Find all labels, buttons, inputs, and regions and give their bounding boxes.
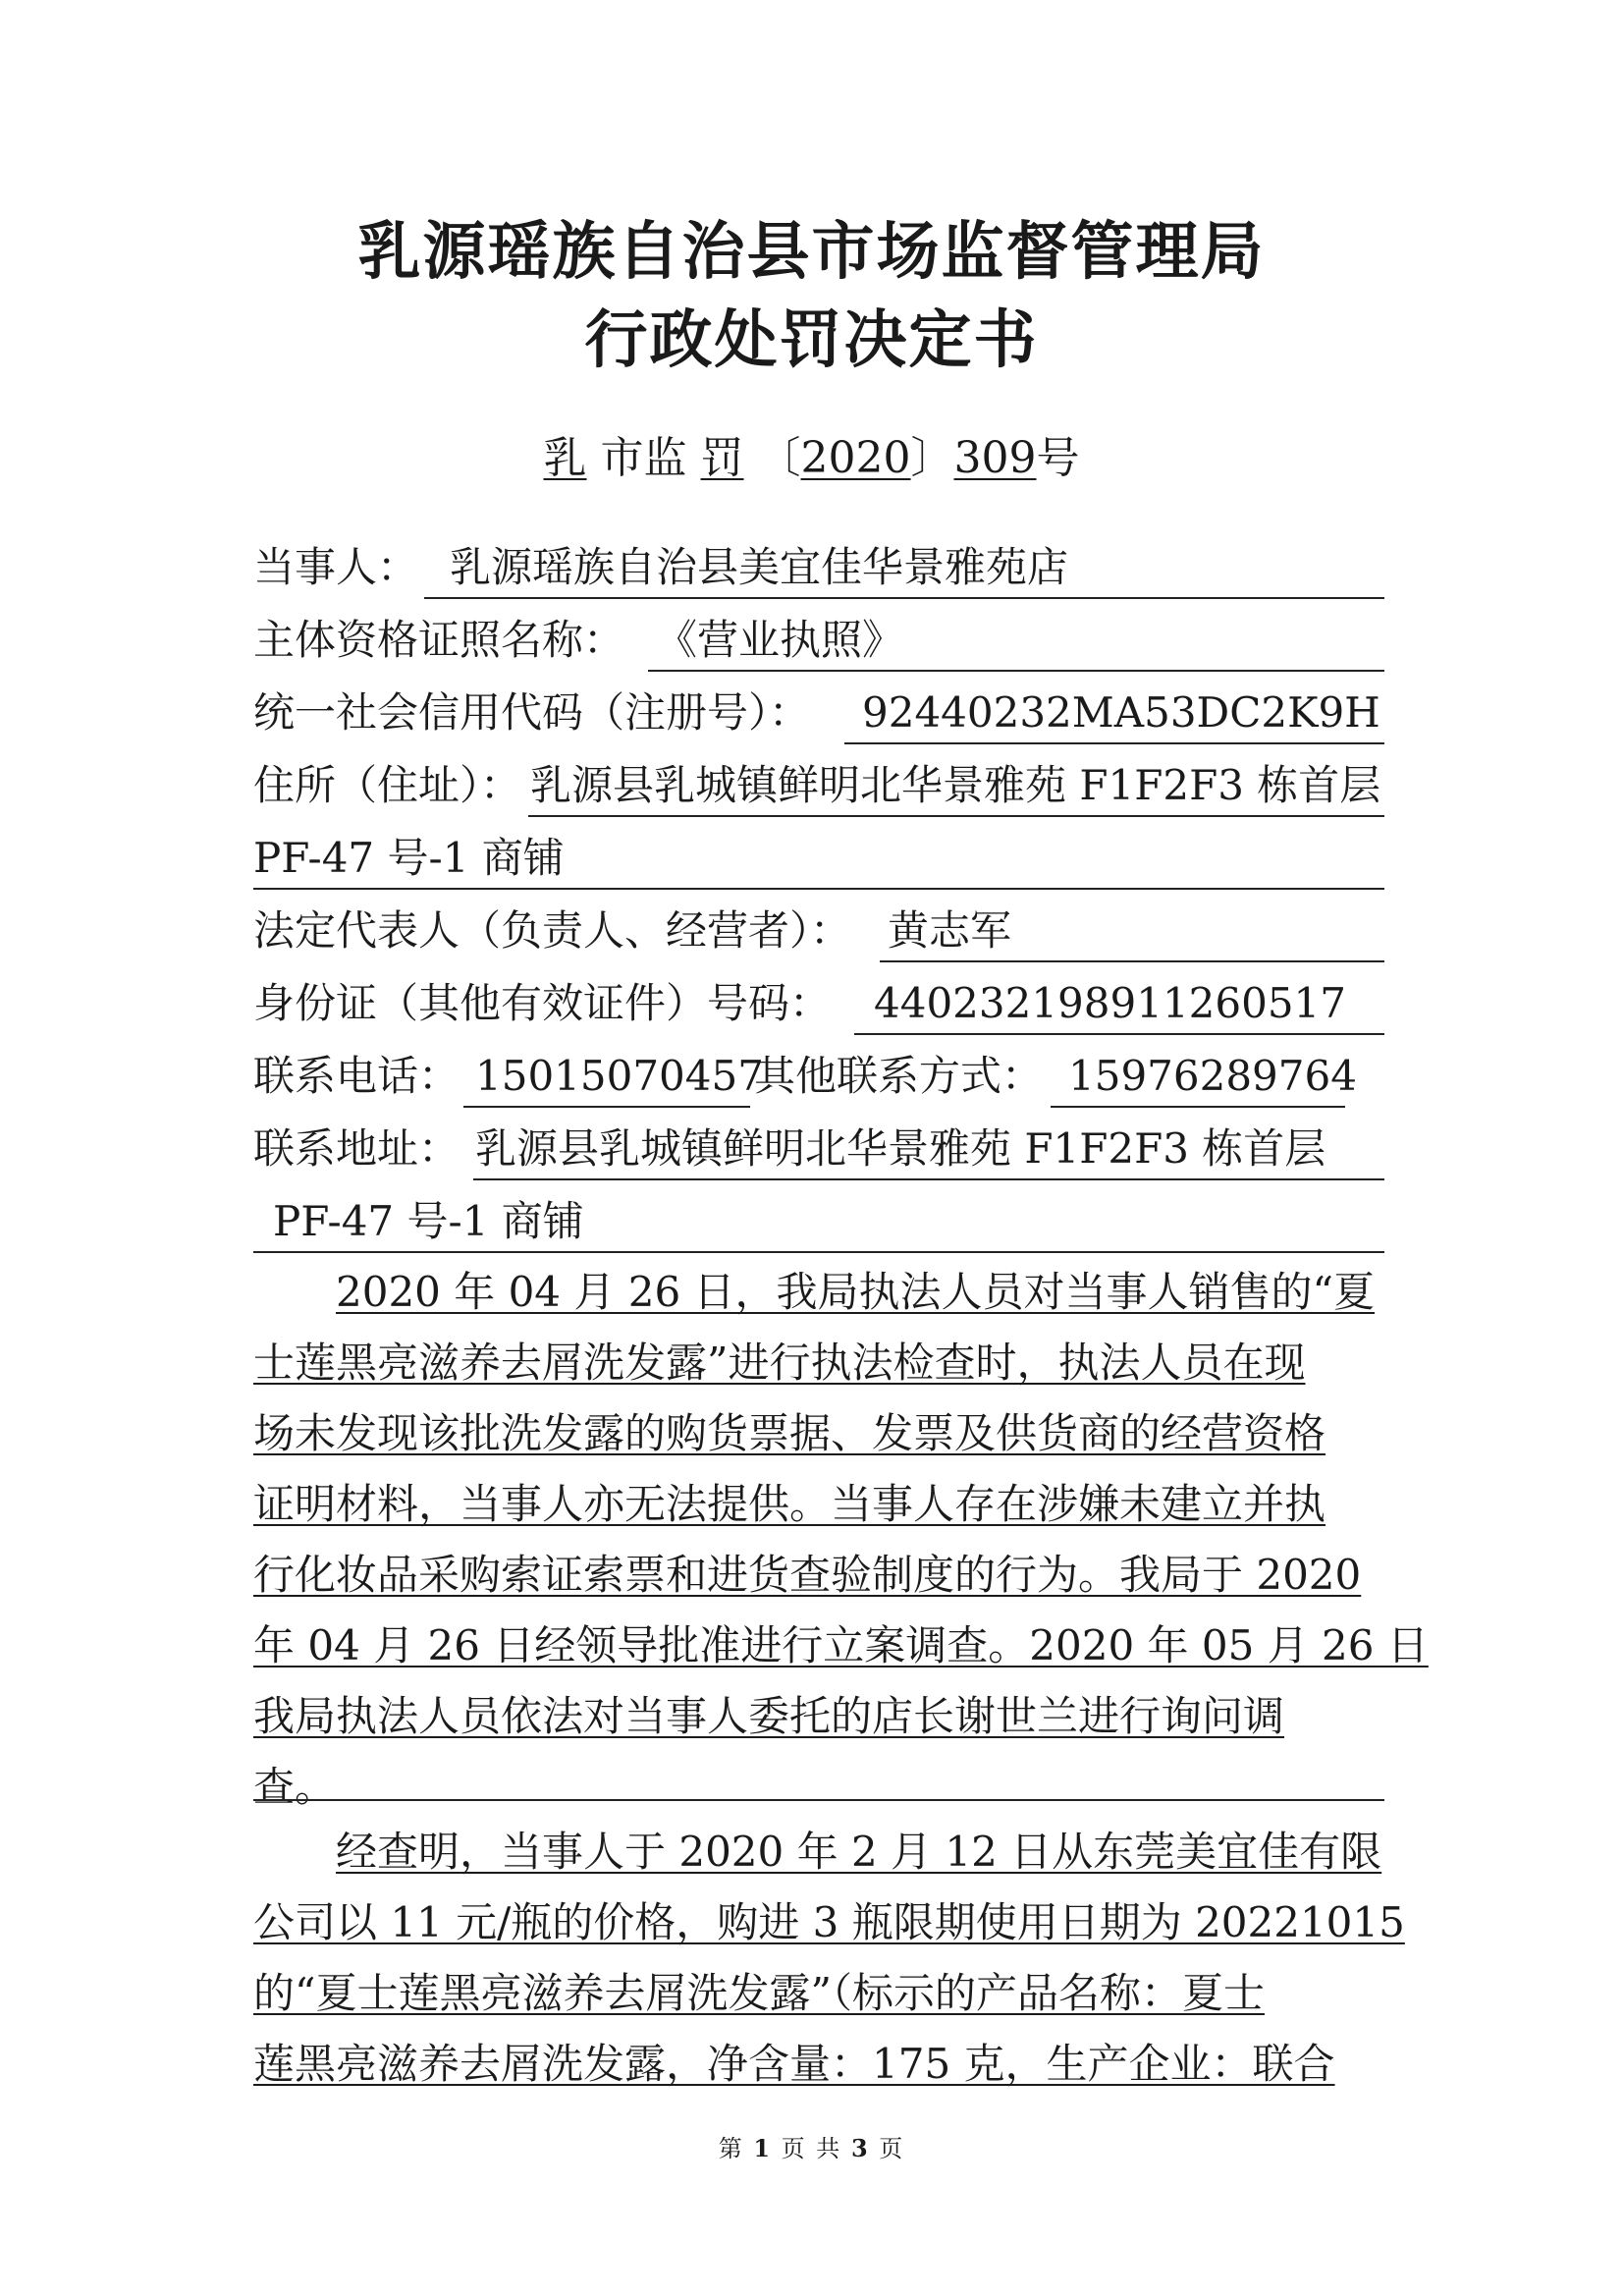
doc-number-dept: 市监 (600, 433, 687, 483)
paragraph-line: 公司以 11 元/瓶的价格，购进 3 瓶限期使用日期为 20221015 (253, 1898, 1405, 1946)
party-label: 当事人： (253, 543, 419, 591)
address-underline-1 (528, 815, 1384, 817)
license-label: 主体资格证照名称： (253, 616, 625, 664)
paragraph-line: 经查明，当事人于 2020 年 2 月 12 日从东莞美宜佳有限 (336, 1828, 1382, 1876)
phone-value: 15015070457 (475, 1052, 764, 1100)
address-underline-2 (253, 888, 1384, 890)
other-contact-label: 其他联系方式： (754, 1052, 1044, 1100)
license-value: 《营业执照》 (656, 616, 904, 664)
contact-address-underline-1 (473, 1178, 1384, 1180)
party-value: 乳源瑶族自治县美宜佳华景雅苑店 (450, 543, 1069, 591)
representative-underline (880, 960, 1384, 962)
id-number-underline (854, 1033, 1384, 1035)
other-contact-value: 15976289764 (1068, 1052, 1357, 1100)
document-number (0, 422, 1623, 485)
doc-number-year: 2020 (800, 433, 911, 483)
other-contact-underline (1051, 1106, 1345, 1108)
contact-address-value-2: PF-47 号-1 商铺 (273, 1197, 584, 1245)
doc-number-bracket-open: 〔 (757, 433, 801, 483)
page-prefix: 第 (718, 2135, 744, 2162)
document-type-title: 行政处罚决定书 (584, 304, 1039, 377)
doc-number-bracket-close: 〕 (910, 433, 954, 483)
representative-value: 黄志军 (888, 906, 1012, 955)
case-description-underline-end (253, 1799, 1384, 1801)
case-description (253, 1263, 1429, 1832)
credit-code-label: 统一社会信用代码（注册号）： (253, 688, 811, 737)
doc-number-type: 罚 (700, 433, 744, 483)
page-current: 1 (753, 2134, 773, 2162)
doc-number-serial: 309 (953, 433, 1037, 483)
license-underline (648, 670, 1384, 672)
investigation-findings (253, 1823, 1405, 2107)
id-number-value: 440232198911260517 (874, 979, 1346, 1027)
paragraph-line: 莲黑亮滋养去屑洗发露，净含量：175 克，生产企业：联合 (253, 2040, 1335, 2088)
contact-address-underline-2 (253, 1251, 1384, 1253)
page-suffix: 页 (879, 2135, 905, 2162)
doc-number-suffix: 号 (1036, 433, 1080, 483)
phone-underline (463, 1106, 750, 1108)
paragraph-line: 士莲黑亮滋养去屑洗发露”进行执法检查时，执法人员在现 (253, 1339, 1306, 1387)
agency-title: 乳源瑶族自治县市场监督管理局 (357, 216, 1266, 289)
party-underline (424, 597, 1384, 599)
credit-code-value: 92440232MA53DC2K9H (862, 688, 1380, 737)
contact-address-label: 联系地址： (253, 1124, 460, 1173)
address-value-1: 乳源县乳城镇鲜明北华景雅苑 F1F2F3 栋首层 (530, 761, 1381, 809)
address-value-2: PF-47 号-1 商铺 (253, 834, 565, 882)
credit-code-underline (844, 742, 1384, 744)
doc-number-prefix: 乳 (543, 433, 587, 483)
address-label: 住所（住址）： (253, 761, 522, 809)
phone-label: 联系电话： (253, 1052, 460, 1100)
representative-label: 法定代表人（负责人、经营者）： (253, 906, 852, 955)
page-total: 3 (850, 2134, 870, 2162)
page-middle: 页 共 (781, 2135, 842, 2162)
contact-address-value-1: 乳源县乳城镇鲜明北华景雅苑 F1F2F3 栋首层 (475, 1124, 1326, 1173)
paragraph-line: 查。 (253, 1763, 337, 1811)
paragraph-line: 场未发现该批洗发露的购货票据、发票及供货商的经营资格 (253, 1409, 1326, 1457)
id-number-label: 身份证（其他有效证件）号码： (253, 979, 832, 1027)
paragraph-line: 2020 年 04 月 26 日，我局执法人员对当事人销售的“夏 (336, 1268, 1375, 1316)
paragraph-line: 的“夏士莲黑亮滋养去屑洗发露”（标示的产品名称：夏士 (253, 1969, 1265, 2017)
paragraph-line: 证明材料，当事人亦无法提供。当事人存在涉嫌未建立并执 (253, 1480, 1326, 1528)
paragraph-line: 年 04 月 26 日经领导批准进行立案调查。2020 年 05 月 26 日 (253, 1621, 1429, 1669)
page-footer (0, 2129, 1623, 2163)
paragraph-line: 行化妆品采购索证索票和进货查验制度的行为。我局于 2020 (253, 1551, 1362, 1599)
paragraph-line: 我局执法人员依法对当事人委托的店长谢世兰进行询问调 (253, 1692, 1285, 1740)
